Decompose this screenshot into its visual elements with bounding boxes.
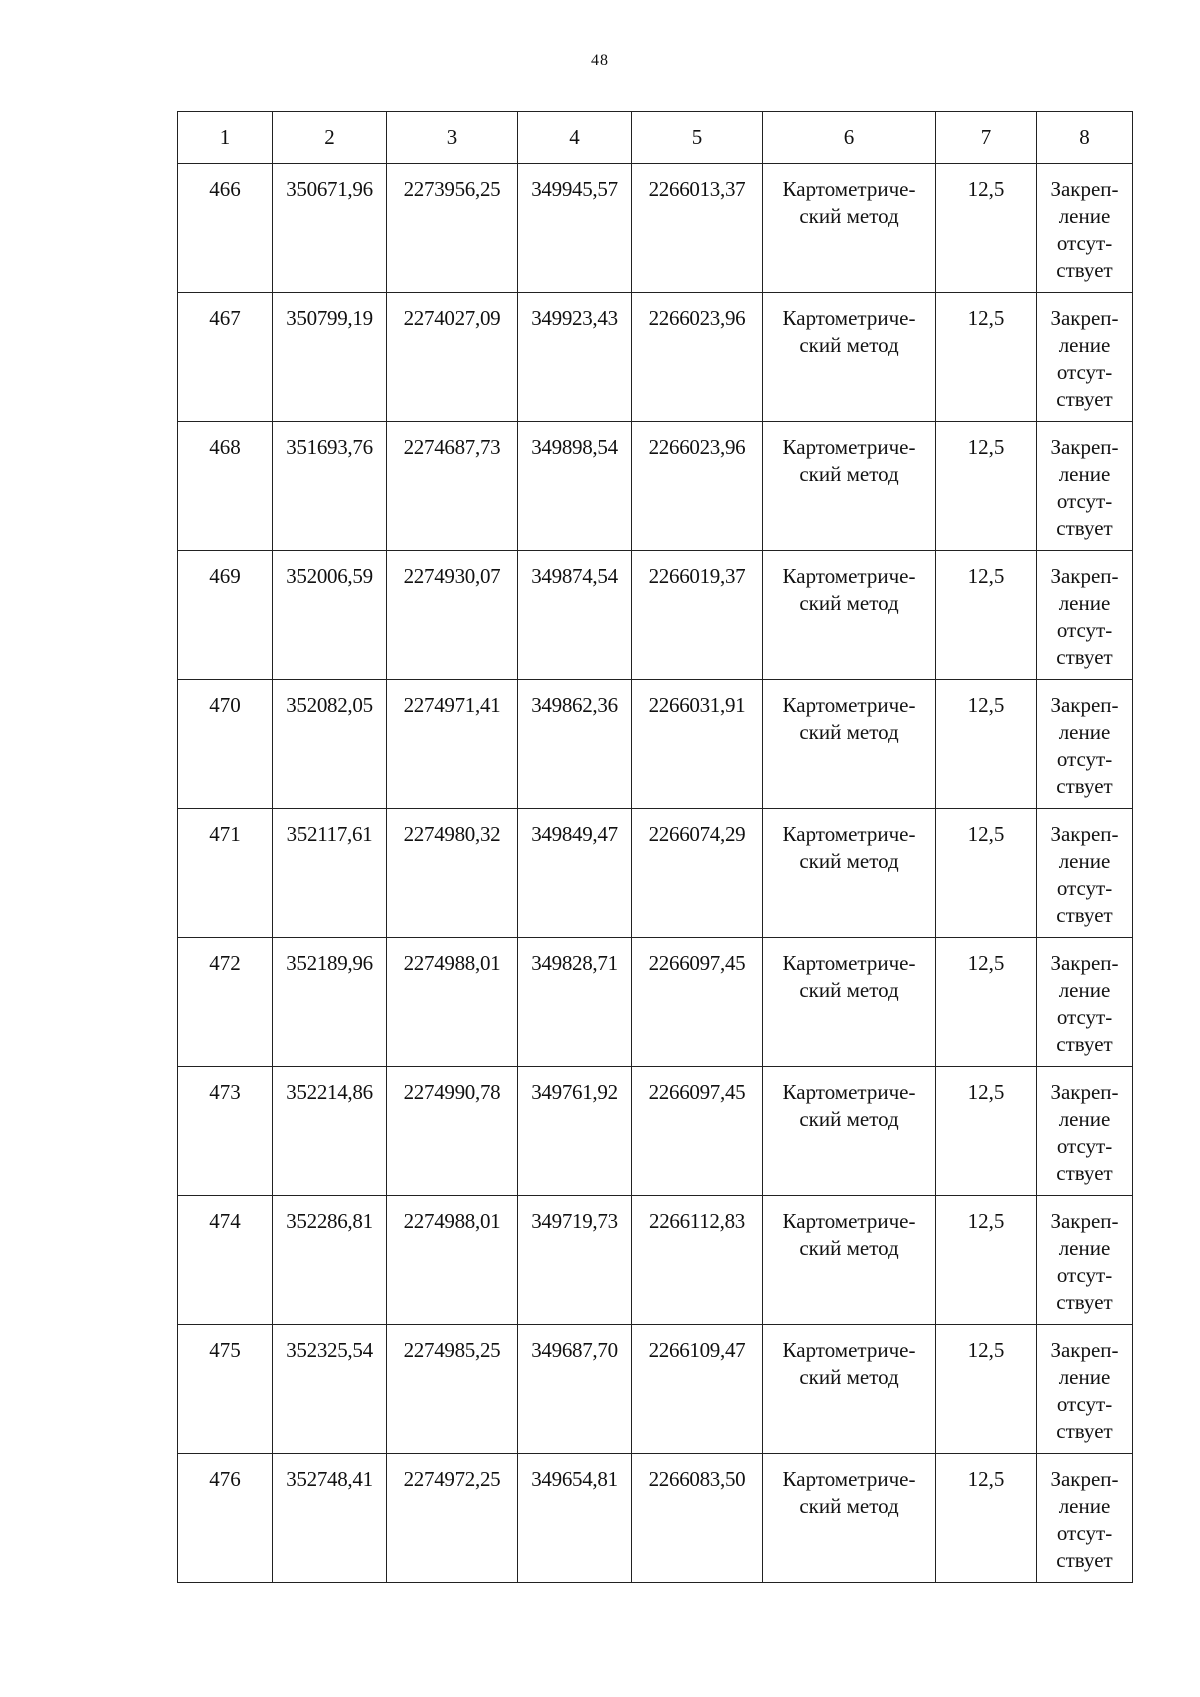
x-coordinate-new-cell: 349874,54 bbox=[518, 551, 632, 680]
y-coordinate-new-cell: 2266023,96 bbox=[632, 293, 763, 422]
fixation-cell: Закреп- ление отсут- ствует bbox=[1037, 1196, 1133, 1325]
y-coordinate-new-cell: 2266097,45 bbox=[632, 938, 763, 1067]
y-coordinate-cell: 2274972,25 bbox=[387, 1454, 518, 1583]
method-cell: Картометриче- ский метод bbox=[763, 293, 936, 422]
method-cell: Картометриче- ский метод bbox=[763, 1067, 936, 1196]
fixation-cell: Закреп- ление отсут- ствует bbox=[1037, 551, 1133, 680]
x-coordinate-new-cell: 349828,71 bbox=[518, 938, 632, 1067]
accuracy-cell: 12,5 bbox=[936, 938, 1037, 1067]
coordinates-table bbox=[177, 111, 1133, 1583]
method-cell: Картометриче- ский метод bbox=[763, 1196, 936, 1325]
table-row bbox=[178, 809, 1133, 938]
x-coordinate-cell: 352117,61 bbox=[273, 809, 387, 938]
x-coordinate-new-cell: 349849,47 bbox=[518, 809, 632, 938]
y-coordinate-new-cell: 2266074,29 bbox=[632, 809, 763, 938]
accuracy-cell: 12,5 bbox=[936, 680, 1037, 809]
table-row bbox=[178, 293, 1133, 422]
fixation-cell: Закреп- ление отсут- ствует bbox=[1037, 164, 1133, 293]
x-coordinate-new-cell: 349923,43 bbox=[518, 293, 632, 422]
column-header-3: 3 bbox=[387, 112, 518, 164]
accuracy-cell: 12,5 bbox=[936, 1067, 1037, 1196]
point-number-cell: 472 bbox=[178, 938, 273, 1067]
point-number-cell: 476 bbox=[178, 1454, 273, 1583]
x-coordinate-new-cell: 349719,73 bbox=[518, 1196, 632, 1325]
point-number-cell: 473 bbox=[178, 1067, 273, 1196]
point-number-cell: 471 bbox=[178, 809, 273, 938]
method-cell: Картометриче- ский метод bbox=[763, 809, 936, 938]
x-coordinate-cell: 350799,19 bbox=[273, 293, 387, 422]
table-row bbox=[178, 1454, 1133, 1583]
y-coordinate-new-cell: 2266097,45 bbox=[632, 1067, 763, 1196]
point-number-cell: 469 bbox=[178, 551, 273, 680]
column-header-1: 1 bbox=[178, 112, 273, 164]
column-header-4: 4 bbox=[518, 112, 632, 164]
point-number-cell: 466 bbox=[178, 164, 273, 293]
column-header-2: 2 bbox=[273, 112, 387, 164]
y-coordinate-new-cell: 2266031,91 bbox=[632, 680, 763, 809]
fixation-cell: Закреп- ление отсут- ствует bbox=[1037, 680, 1133, 809]
x-coordinate-cell: 352189,96 bbox=[273, 938, 387, 1067]
x-coordinate-new-cell: 349898,54 bbox=[518, 422, 632, 551]
y-coordinate-cell: 2274687,73 bbox=[387, 422, 518, 551]
accuracy-cell: 12,5 bbox=[936, 1454, 1037, 1583]
y-coordinate-cell: 2274930,07 bbox=[387, 551, 518, 680]
method-cell: Картометриче- ский метод bbox=[763, 551, 936, 680]
x-coordinate-cell: 352286,81 bbox=[273, 1196, 387, 1325]
y-coordinate-cell: 2273956,25 bbox=[387, 164, 518, 293]
y-coordinate-cell: 2274988,01 bbox=[387, 938, 518, 1067]
x-coordinate-cell: 352006,59 bbox=[273, 551, 387, 680]
table-row bbox=[178, 1067, 1133, 1196]
table-row bbox=[178, 938, 1133, 1067]
y-coordinate-new-cell: 2266083,50 bbox=[632, 1454, 763, 1583]
x-coordinate-new-cell: 349761,92 bbox=[518, 1067, 632, 1196]
method-cell: Картометриче- ский метод bbox=[763, 422, 936, 551]
fixation-cell: Закреп- ление отсут- ствует bbox=[1037, 293, 1133, 422]
y-coordinate-new-cell: 2266023,96 bbox=[632, 422, 763, 551]
point-number-cell: 468 bbox=[178, 422, 273, 551]
method-cell: Картометриче- ский метод bbox=[763, 1454, 936, 1583]
x-coordinate-cell: 351693,76 bbox=[273, 422, 387, 551]
accuracy-cell: 12,5 bbox=[936, 1196, 1037, 1325]
accuracy-cell: 12,5 bbox=[936, 293, 1037, 422]
table-row bbox=[178, 422, 1133, 551]
y-coordinate-new-cell: 2266112,83 bbox=[632, 1196, 763, 1325]
point-number-cell: 467 bbox=[178, 293, 273, 422]
accuracy-cell: 12,5 bbox=[936, 164, 1037, 293]
accuracy-cell: 12,5 bbox=[936, 551, 1037, 680]
fixation-cell: Закреп- ление отсут- ствует bbox=[1037, 1067, 1133, 1196]
column-header-8: 8 bbox=[1037, 112, 1133, 164]
table-row bbox=[178, 1196, 1133, 1325]
x-coordinate-new-cell: 349945,57 bbox=[518, 164, 632, 293]
point-number-cell: 470 bbox=[178, 680, 273, 809]
x-coordinate-cell: 350671,96 bbox=[273, 164, 387, 293]
x-coordinate-new-cell: 349862,36 bbox=[518, 680, 632, 809]
method-cell: Картометриче- ский метод bbox=[763, 938, 936, 1067]
point-number-cell: 475 bbox=[178, 1325, 273, 1454]
y-coordinate-cell: 2274980,32 bbox=[387, 809, 518, 938]
table-row bbox=[178, 1325, 1133, 1454]
y-coordinate-cell: 2274985,25 bbox=[387, 1325, 518, 1454]
method-cell: Картометриче- ский метод bbox=[763, 164, 936, 293]
fixation-cell: Закреп- ление отсут- ствует bbox=[1037, 809, 1133, 938]
table-row bbox=[178, 680, 1133, 809]
y-coordinate-new-cell: 2266013,37 bbox=[632, 164, 763, 293]
x-coordinate-cell: 352748,41 bbox=[273, 1454, 387, 1583]
fixation-cell: Закреп- ление отсут- ствует bbox=[1037, 1454, 1133, 1583]
fixation-cell: Закреп- ление отсут- ствует bbox=[1037, 1325, 1133, 1454]
table-body bbox=[178, 164, 1133, 1583]
table-row bbox=[178, 164, 1133, 293]
page-number: 48 bbox=[591, 52, 609, 69]
x-coordinate-new-cell: 349687,70 bbox=[518, 1325, 632, 1454]
y-coordinate-cell: 2274988,01 bbox=[387, 1196, 518, 1325]
table-header-row bbox=[178, 112, 1133, 164]
y-coordinate-cell: 2274990,78 bbox=[387, 1067, 518, 1196]
y-coordinate-cell: 2274971,41 bbox=[387, 680, 518, 809]
table-row bbox=[178, 551, 1133, 680]
method-cell: Картометриче- ский метод bbox=[763, 680, 936, 809]
accuracy-cell: 12,5 bbox=[936, 809, 1037, 938]
x-coordinate-cell: 352082,05 bbox=[273, 680, 387, 809]
x-coordinate-cell: 352325,54 bbox=[273, 1325, 387, 1454]
point-number-cell: 474 bbox=[178, 1196, 273, 1325]
column-header-6: 6 bbox=[763, 112, 936, 164]
y-coordinate-new-cell: 2266019,37 bbox=[632, 551, 763, 680]
fixation-cell: Закреп- ление отсут- ствует bbox=[1037, 422, 1133, 551]
fixation-cell: Закреп- ление отсут- ствует bbox=[1037, 938, 1133, 1067]
column-header-5: 5 bbox=[632, 112, 763, 164]
accuracy-cell: 12,5 bbox=[936, 422, 1037, 551]
accuracy-cell: 12,5 bbox=[936, 1325, 1037, 1454]
y-coordinate-cell: 2274027,09 bbox=[387, 293, 518, 422]
x-coordinate-new-cell: 349654,81 bbox=[518, 1454, 632, 1583]
y-coordinate-new-cell: 2266109,47 bbox=[632, 1325, 763, 1454]
x-coordinate-cell: 352214,86 bbox=[273, 1067, 387, 1196]
column-header-7: 7 bbox=[936, 112, 1037, 164]
method-cell: Картометриче- ский метод bbox=[763, 1325, 936, 1454]
